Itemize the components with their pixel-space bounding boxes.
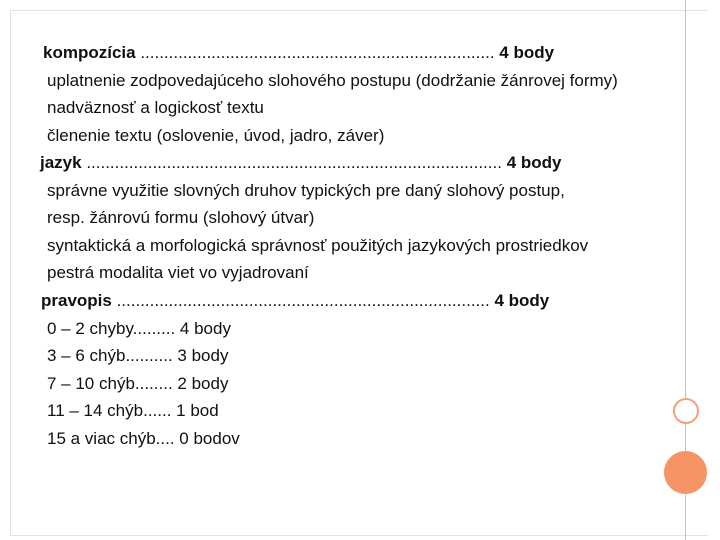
dot-leader: ........................................................................................ xyxy=(81,153,507,172)
decorative-circle-filled xyxy=(664,451,707,494)
section-heading-jazyk xyxy=(40,153,561,173)
section-points: 4 body xyxy=(494,291,550,310)
criterion-item: správne využitie slovných druhov typických pre daný slohový postup, xyxy=(47,181,565,200)
section-heading-pravopis xyxy=(41,291,549,311)
dot-leader: ........................................................................... xyxy=(135,43,500,62)
error-range-item: 3 – 6 chýb.......... 3 body xyxy=(47,346,229,365)
section-points: 4 body xyxy=(506,153,562,172)
section-title: pravopis xyxy=(41,291,112,310)
section-heading-kompozicia xyxy=(43,43,554,63)
error-range-item: 0 – 2 chyby......... 4 body xyxy=(47,319,231,338)
criterion-item: členenie textu (oslovenie, úvod, jadro, záver) xyxy=(47,126,385,145)
criterion-item: pestrá modalita viet vo vyjadrovaní xyxy=(47,263,309,282)
section-title: jazyk xyxy=(40,153,82,172)
section-points: 4 body xyxy=(499,43,555,62)
error-range-item: 11 – 14 chýb...... 1 bod xyxy=(47,401,219,420)
dot-leader: ............................................................................... xyxy=(111,291,495,310)
criterion-item: nadväznosť a logickosť textu xyxy=(47,98,264,117)
criterion-item: uplatnenie zodpovedajúceho slohového postupu (dodržanie žánrovej formy) xyxy=(47,71,618,90)
criterion-item: resp. žánrovú formu (slohový útvar) xyxy=(47,208,315,227)
decorative-circle-outline xyxy=(673,398,699,424)
criterion-item: syntaktická a morfologická správnosť použitých jazykových prostriedkov xyxy=(47,236,589,255)
error-range-item: 7 – 10 chýb........ 2 body xyxy=(47,374,229,393)
error-range-item: 15 a viac chýb.... 0 bodov xyxy=(47,429,240,448)
section-title: kompozícia xyxy=(43,43,136,62)
